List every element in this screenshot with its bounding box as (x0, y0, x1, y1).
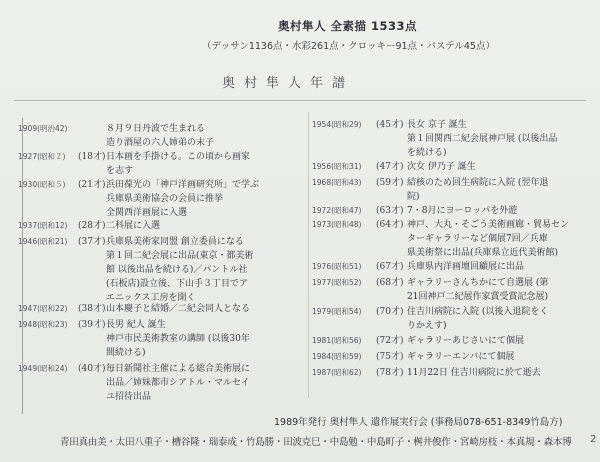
entry-year: 1973(昭和48) (312, 220, 362, 229)
entry-age: (37才) (78, 237, 106, 247)
entry-year: 1946(昭和21) (18, 237, 68, 246)
event-line: 兵庫県内洋画壇回顧展に出品 (407, 262, 525, 272)
event-line: 浜田葆光の「神戸洋画研究所」で学ぶ (106, 180, 260, 190)
entry-year: 1981(昭和56) (312, 336, 362, 345)
event-line: りかえす) (407, 321, 447, 331)
entry-event (407, 305, 548, 333)
event-line: ８月９日丹波で生まれる (106, 124, 206, 134)
event-line: (石板店)設立後、下山手３丁目でア (106, 279, 249, 289)
title-divider (14, 100, 586, 101)
entry-event (407, 118, 557, 160)
entry-event (106, 150, 250, 178)
entry-age: (45才) (376, 120, 404, 130)
event-line: ギャラリーあじさいにて個展 (407, 336, 525, 346)
entry-event (106, 235, 254, 305)
event-line: 間続ける) (106, 348, 146, 358)
entry-age: (67才) (376, 262, 404, 272)
entry-year: 1930(昭和５) (18, 180, 66, 189)
entry-year: 1956(昭和31) (312, 162, 362, 171)
entry-year: 1947(昭和22) (18, 304, 68, 313)
event-line: 日本画を手掛ける。この頃から画家 (106, 152, 251, 162)
entry-year: 1937(昭和12) (18, 221, 68, 230)
entry-age: (72才) (376, 336, 404, 346)
event-line: 11月22日 住吉川病院に於て逝去 (407, 368, 541, 378)
chronology-title: 奥村隼人年譜 (222, 76, 355, 91)
event-line: 造り酒屋の六人姉弟の末子 (106, 138, 215, 148)
entry-event (106, 302, 250, 316)
entry-event (106, 122, 214, 150)
event-line: ギャラリーさんちかにて自選展 (第 (407, 278, 549, 288)
event-line: 全関西洋画展に入選 (106, 208, 188, 218)
entry-event (407, 204, 517, 218)
event-line: 第１回二紀会展に出品(東京・都美術 (106, 251, 254, 261)
entry-event (407, 160, 476, 174)
event-line: ギャラリーエンバにて個展 (407, 352, 515, 362)
entry-age: (28才) (78, 221, 106, 231)
entry-year: 1984(昭和59) (312, 352, 362, 361)
entry-age: (21才) (78, 180, 106, 190)
event-line: 神戸市民美術教室の講師 (以後30年 (106, 334, 250, 344)
entry-age: (18才) (78, 152, 106, 162)
event-line: 結核のため回生病院に入院 (翌年退 (407, 178, 549, 188)
entry-year: 1976(昭和51) (312, 262, 362, 271)
entry-year: 1968(昭和43) (312, 178, 362, 187)
event-line: 毎日新聞社主催による総合美術展に (106, 364, 251, 374)
entry-event (106, 219, 160, 233)
collection-title: 奥村隼人 全素描 1533点 (278, 19, 418, 33)
entry-age: (38才) (78, 304, 106, 314)
entry-age: (64才) (376, 220, 404, 230)
entry-event (407, 334, 524, 348)
event-line: 神戸、大丸・そごう美術画廊・貿易セン (407, 220, 570, 230)
entry-event (106, 178, 259, 220)
event-line: を志す (106, 166, 134, 176)
event-line: ターギャラリーなど個展7回／兵庫 (407, 234, 548, 244)
entry-year: 1987(昭和62) (312, 368, 362, 377)
event-line: 長女 京子 誕生 (407, 120, 467, 130)
event-line: 県美術祭に出品(兵庫県立近代美術館) (407, 248, 559, 258)
page-number: 2 (590, 434, 597, 445)
entry-year: 1909(明治42) (18, 124, 68, 133)
entry-age: (63才) (376, 206, 404, 216)
event-line: 館 以後出品を続ける)／パントル社 (106, 265, 248, 275)
entry-year: 1979(昭和54) (312, 307, 362, 316)
entry-event (106, 318, 250, 360)
entry-age: (75才) (376, 352, 404, 362)
event-line: 二科展に入選 (106, 221, 161, 231)
event-line: 山本慶子と結婚／二紀会同人となる (106, 304, 251, 314)
entry-event (407, 366, 541, 380)
entry-year: 1927(昭和２) (18, 152, 66, 161)
entry-year: 1954(昭和29) (312, 120, 362, 129)
entry-event (407, 276, 548, 304)
event-line: エニックス工房を開く (106, 293, 196, 303)
event-line: 21回神戸二紀展作家賞受賞記念展) (407, 292, 548, 302)
entry-event (407, 350, 514, 364)
event-line: 7・8月にヨーロッパを外遊 (407, 206, 518, 216)
entry-event (407, 218, 569, 260)
event-line: 第１回関西二紀会展神戸展 (以後出品 (407, 134, 558, 144)
entry-event (407, 260, 524, 274)
entry-age: (59才) (376, 178, 404, 188)
entry-year: 1977(昭和52) (312, 278, 362, 287)
event-line: 兵庫県美術家同盟 創立委員になる (106, 237, 244, 247)
committee-members: 青田真由美・太田八重子・槽谷隆・瑞泰成・竹島勝・田波克巳・中島勉・中島町子・桝井俊作・宮崎房枝・本真規・森本博 (60, 437, 572, 448)
event-line: を続ける) (407, 148, 447, 158)
entry-event (106, 362, 250, 404)
publication-info: 1989年発行 奥村隼人 遺作展実行会 (事務局078-651-8349竹島方) (274, 417, 563, 428)
event-line: 出品／姉妹都市シアトル・マルセイ (106, 378, 250, 388)
event-line: 長男 紀人 誕生 (106, 320, 166, 330)
entry-year: 1949(昭和24) (18, 364, 68, 373)
column-separator (308, 112, 309, 398)
event-line: 住吉川病院に入院 (以後入退院をく (407, 307, 549, 317)
entry-age: (40才) (78, 364, 106, 374)
entry-age: (39才) (78, 320, 106, 330)
entry-year: 1972(昭和47) (312, 206, 362, 215)
entry-year: 1948(昭和23) (18, 320, 68, 329)
collection-breakdown: （デッサン1136点・水彩261点・クロッキー91点・パステル45点） (202, 41, 495, 52)
event-line: 兵庫県美術協会の会員に推挙 (106, 194, 224, 204)
event-line: 院) (407, 192, 420, 202)
entry-age: (68才) (376, 278, 404, 288)
event-line: ユ招待出品 (106, 392, 152, 402)
entry-age: (47才) (376, 162, 404, 172)
entry-event (407, 176, 548, 204)
event-line: 次女 伊乃子 誕生 (407, 162, 476, 172)
entry-age: (70才) (376, 307, 404, 317)
entry-age: (78才) (376, 368, 404, 378)
